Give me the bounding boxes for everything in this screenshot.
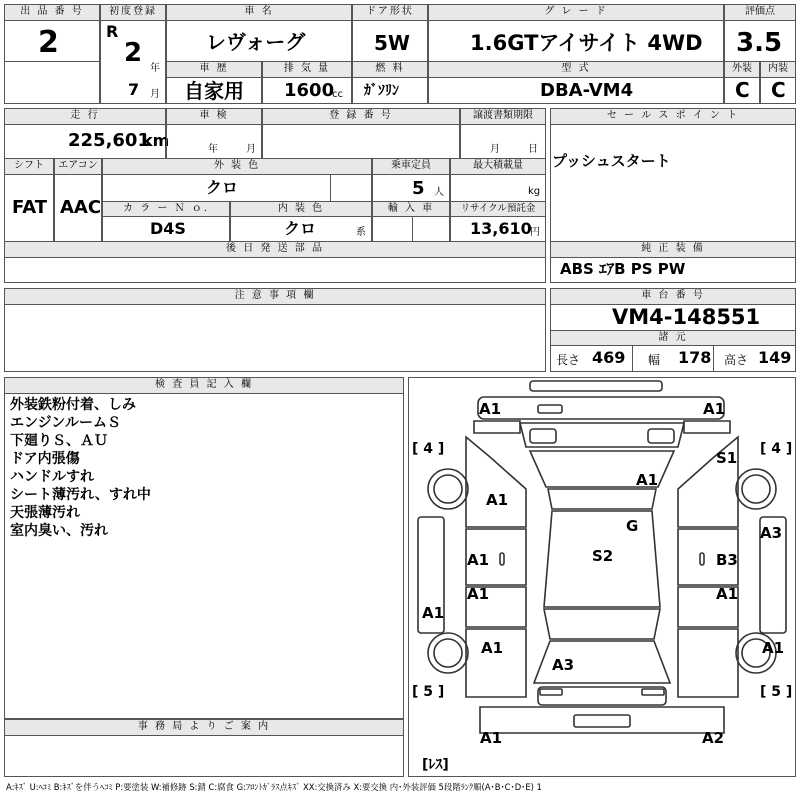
fuel-label: 燃 料 [352, 61, 428, 78]
shift-value: FAT [12, 197, 48, 218]
equipment-label: 純 正 装 備 [550, 241, 796, 258]
inspect-label: 車 検 [166, 108, 262, 125]
remark-line: 室内臭い、汚れ [10, 523, 108, 539]
damage-mark: A1 [716, 585, 739, 603]
deliver-label: 譲渡書類期限 [460, 108, 546, 125]
reg-month-unit: 月 [150, 89, 160, 100]
load-unit: kg [528, 186, 541, 197]
spare-tire: [ﾚｽ] [422, 757, 449, 773]
remark-line: エンジンルームＳ [10, 415, 121, 431]
damage-mark: S2 [592, 547, 614, 565]
history-value: 自家用 [184, 79, 244, 103]
color-value: クロ [206, 178, 239, 197]
fuel-value: ｶﾞｿﾘﾝ [364, 83, 399, 99]
mileage-value: 225,601 [68, 130, 150, 151]
damage-mark: A1 [467, 551, 490, 569]
int-label: 内装 [760, 61, 796, 78]
remark-line: ハンドルすれ [10, 469, 94, 485]
reg-era: R [106, 22, 119, 41]
damage-mark: S1 [716, 449, 738, 467]
sales-point-value: プッシュスタート [552, 152, 671, 170]
reg-label: 初度登録 [100, 4, 166, 21]
model-value: DBA-VM4 [540, 80, 634, 101]
lot-label: 出 品 番 号 [4, 4, 100, 21]
remark-line: ドア内張傷 [10, 451, 80, 467]
sales-point-label: セ ー ル ス ポ イ ン ト [550, 108, 796, 125]
remark-line: 外装鉄粉付着、しみ [10, 397, 136, 413]
regno-cell [262, 124, 460, 159]
load-label: 最大積載量 [450, 158, 546, 175]
color-label: 外 装 色 [102, 158, 372, 175]
remark-line: シート薄汚れ、すれ中 [10, 487, 151, 503]
intcolor-label: 内 装 色 [230, 201, 372, 217]
dims-width-value: 178 [678, 348, 712, 367]
lot-value: 2 [38, 25, 59, 60]
intcolor-unit: 系 [356, 227, 366, 238]
score-value: 3.5 [736, 28, 783, 58]
dims-height-value: 149 [758, 348, 792, 367]
ext-value: C [735, 78, 750, 102]
damage-mark: A1 [479, 400, 502, 418]
inspector-remarks [10, 396, 151, 540]
grade-label: グ レ ー ド [428, 4, 724, 21]
later-parts-cell [4, 257, 546, 283]
remark-line: 天張薄汚れ [10, 505, 80, 521]
later-parts-label: 後 日 発 送 部 品 [4, 241, 546, 258]
import-sub-cell [412, 216, 450, 242]
damage-mark: A1 [486, 491, 509, 509]
lot-lower-cell [4, 61, 100, 104]
office-label: 事 務 局 よ り ご 案 内 [4, 719, 404, 736]
deliver-day: 日 [528, 144, 538, 155]
damage-mark: A1 [480, 729, 503, 747]
disp-label: 排 気 量 [262, 61, 352, 78]
inspect-year: 年 [208, 144, 218, 155]
mileage-label: 走 行 [4, 108, 166, 125]
damage-mark: A3 [552, 656, 575, 674]
caution-cell [4, 304, 546, 372]
import-label: 輸 入 車 [372, 201, 450, 217]
dims-label: 諸 元 [550, 330, 796, 346]
sales-point-cell [550, 124, 796, 242]
dims-length-label: 長さ [556, 353, 581, 367]
tire-front-left: [ 4 ] [412, 441, 445, 457]
caution-label: 注 意 事 項 欄 [4, 288, 546, 305]
ext-label: 外装 [724, 61, 760, 78]
damage-mark: A1 [481, 639, 504, 657]
damage-mark: A2 [702, 729, 725, 747]
remark-line: 下廻りＳ、ＡＵ [10, 433, 108, 449]
name-value: レヴォーグ [206, 30, 306, 54]
colorno-value: D4S [150, 219, 186, 238]
door-label: ドア形状 [352, 4, 428, 21]
chassis-label: 車 台 番 号 [550, 288, 796, 305]
reg-year: 2 [124, 38, 143, 68]
regno-label: 登 録 番 号 [262, 108, 460, 125]
mileage-unit: km [142, 131, 170, 150]
chassis-value: VM4-148551 [612, 305, 761, 329]
recycle-value: 13,610 [470, 219, 532, 238]
color-sub-cell [330, 174, 372, 202]
damage-mark: A1 [636, 471, 659, 489]
score-label: 評価点 [724, 4, 796, 21]
ac-label: エアコン [54, 158, 102, 175]
damage-legend: A:ｷｽﾞ U:ﾍｺﾐ B:ｷｽﾞを伴うﾍｺﾐ P:要塗装 W:補修跡 S:錆 C:腐食 G:ﾌﾛﾝﾄｶﾞﾗｽ点ｷｽﾞ XX:交換済み X:要交換 内･外装評価 5段階ﾗﾝｸ順(A･B･C･D･E) 1 [6, 782, 542, 792]
damage-mark: A3 [760, 524, 783, 542]
damage-mark: A1 [762, 639, 785, 657]
int-value: C [771, 78, 786, 102]
inspector-label: 検 査 員 記 入 欄 [4, 377, 404, 394]
office-cell [4, 735, 404, 777]
reg-month: 7 [128, 80, 140, 99]
tire-rear-right: [ 5 ] [760, 684, 793, 700]
dims-length-value: 469 [592, 348, 626, 367]
damage-mark: A1 [422, 604, 445, 622]
inspect-month: 月 [246, 144, 256, 155]
seats-value: 5 [412, 178, 425, 199]
recycle-label: リサイクル預託金 [450, 201, 546, 217]
dims-height-label: 高さ [724, 353, 749, 367]
disp-value: 1600 [284, 80, 335, 101]
damage-mark: A1 [703, 400, 726, 418]
seats-unit: 人 [434, 187, 444, 198]
car-diagram [408, 377, 796, 777]
door-value: 5W [374, 31, 410, 55]
dims-width-label: 幅 [648, 353, 661, 367]
model-label: 型 式 [428, 61, 724, 78]
equipment-value: ABS ｴｱB PS PW [560, 260, 686, 278]
tire-front-right: [ 4 ] [760, 441, 793, 457]
colorno-label: カ ラ ー Ｎ ｏ. [102, 201, 230, 217]
damage-mark: A1 [467, 585, 490, 603]
ac-value: AAC [60, 197, 102, 218]
history-label: 車 歴 [166, 61, 262, 78]
damage-mark: B3 [716, 551, 738, 569]
damage-mark: G [626, 517, 639, 535]
name-label: 車 名 [166, 4, 352, 21]
seats-label: 乗車定員 [372, 158, 450, 175]
disp-unit: cc [332, 89, 343, 100]
tire-rear-left: [ 5 ] [412, 684, 445, 700]
shift-label: シフト [4, 158, 54, 175]
deliver-month: 月 [490, 144, 500, 155]
grade-value: 1.6GTアイサイト 4WD [470, 31, 703, 55]
reg-year-unit: 年 [150, 63, 160, 74]
recycle-unit: 円 [530, 227, 540, 238]
intcolor-value: クロ [284, 219, 317, 238]
